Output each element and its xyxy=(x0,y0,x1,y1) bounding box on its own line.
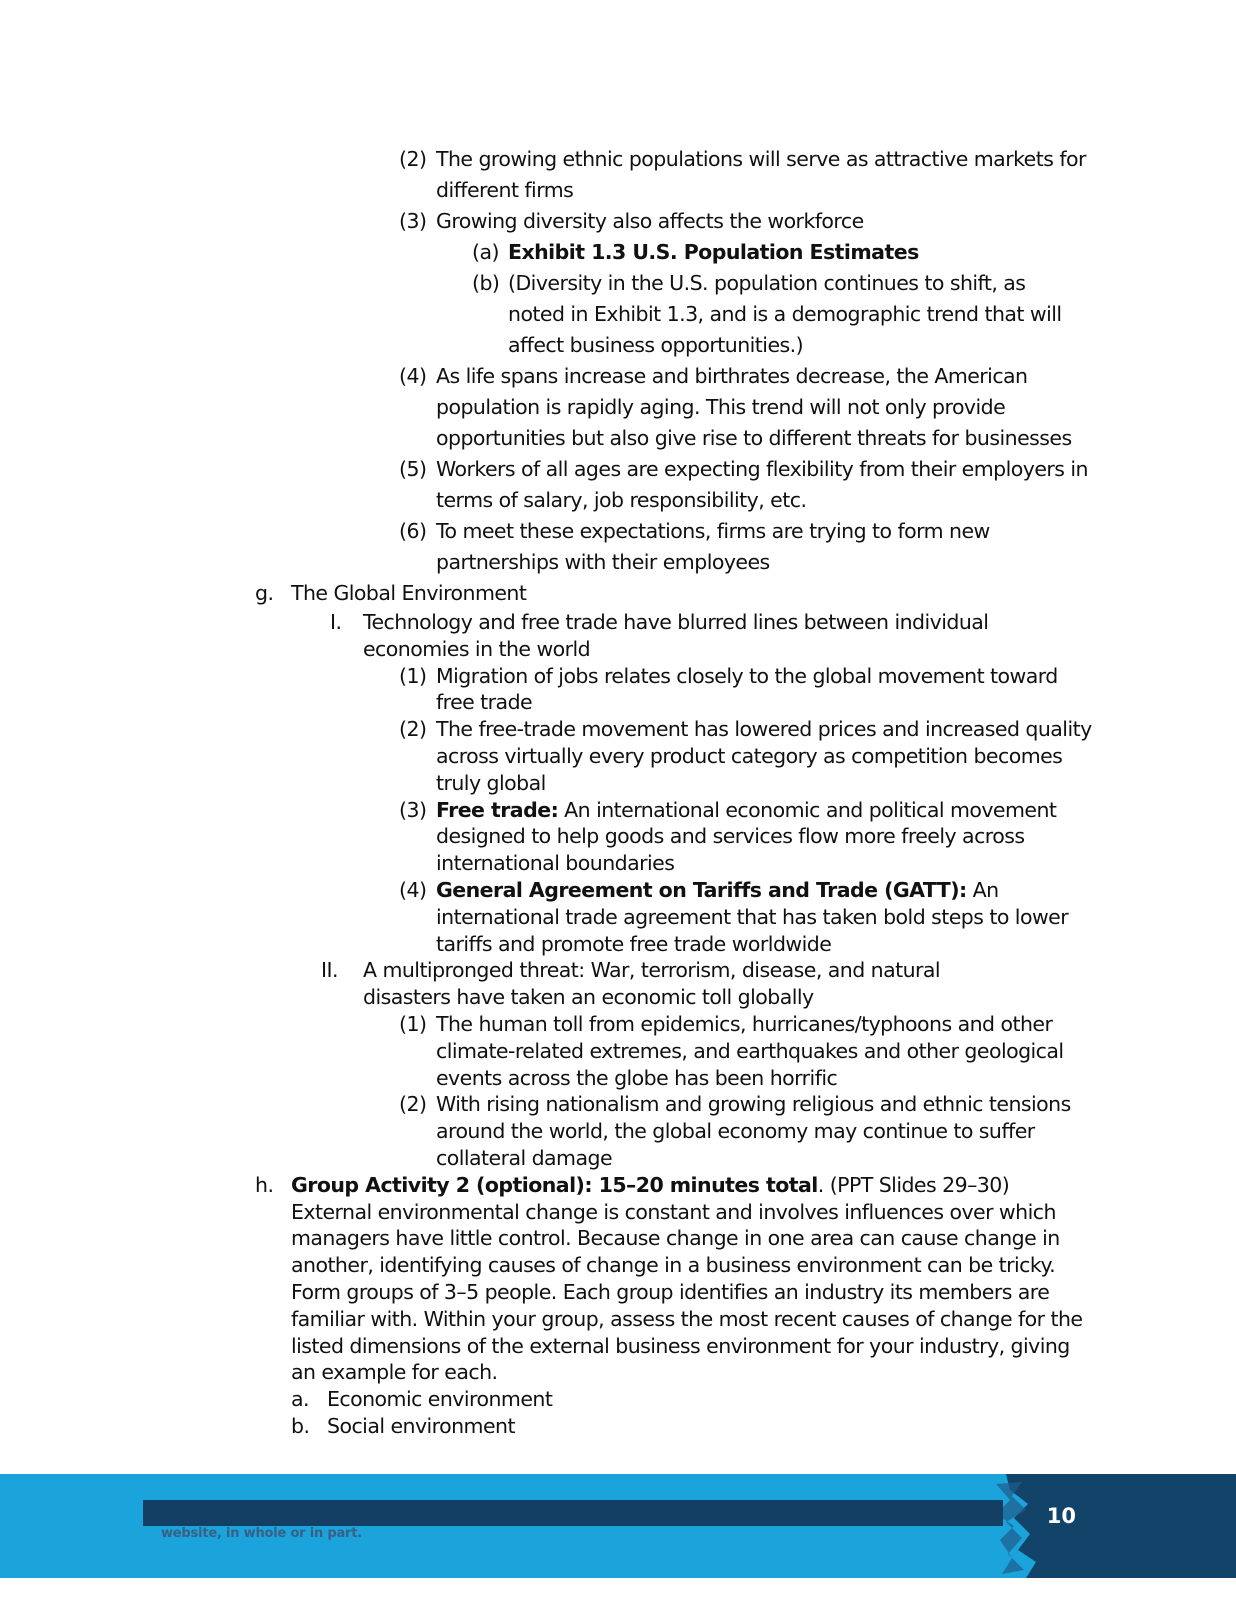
copyright-note: website, in whole or in part. xyxy=(161,1526,363,1541)
list-marker: (2) xyxy=(399,1092,427,1117)
list-text: Workers of all ages are expecting flexibility from their employers in terms of salary, job responsibility, etc. xyxy=(436,457,1088,512)
list-item xyxy=(0,1386,1027,1413)
list-item xyxy=(0,1091,1096,1171)
activity-instructions: External environmental change is constant and involves influences over which managers have little control. Because change in one area can cause change in another, identifying causes of change in a business environment can be tricky. Form groups of 3–5 people. Each group identifies an industry its members are familiar with. Within your group, assess the most recent causes of change for the listed dimensions of the external business environment for your industry, giving an example for each. xyxy=(291,1199,1083,1385)
list-text: The human toll from epidemics, hurricanes/typhoons and other climate-related extremes, and earthquakes and other geological events across the globe has been horrific xyxy=(436,1011,1064,1090)
list-item xyxy=(0,877,1096,957)
list-item xyxy=(0,716,1096,796)
list-item xyxy=(0,957,1003,1011)
list-text: The free-trade movement has lowered prices and increased quality across virtually every product category as competition becomes truly global xyxy=(436,717,1092,795)
list-item xyxy=(0,237,1078,268)
list-text: (Diversity in the U.S. population continues to shift, as noted in Exhibit 1.3, and is a demographic trend that will affect business opportunities.) xyxy=(508,271,1062,357)
list-marker: (5) xyxy=(399,457,427,481)
activity-title: Group Activity 2 (optional): 15–20 minutes total xyxy=(291,1172,818,1197)
list-text: Migration of jobs relates closely to the global movement toward free trade xyxy=(436,663,1058,715)
section-title: The Global Environment xyxy=(291,581,527,605)
list-item xyxy=(0,609,1003,663)
list-marker: (6) xyxy=(399,519,427,543)
list-marker: (2) xyxy=(399,147,427,171)
list-marker: (1) xyxy=(399,663,427,688)
document-body xyxy=(0,144,1236,1440)
footer-bar xyxy=(143,1500,1003,1526)
list-marker: (a) xyxy=(472,240,499,264)
list-text: With rising nationalism and growing religious and ethnic tensions around the world, the global economy may continue to suffer collateral damage xyxy=(436,1092,1071,1170)
list-text: To meet these expectations, firms are trying to form new partnerships with their employees xyxy=(436,519,990,574)
list-item xyxy=(0,144,1096,206)
list-marker: I. xyxy=(330,610,342,634)
list-item xyxy=(0,1413,1027,1440)
list-item xyxy=(0,663,1096,717)
list-text: The growing ethnic populations will serve as attractive markets for different firms xyxy=(436,147,1086,202)
list-item xyxy=(0,797,1096,877)
definition-text: An international economic and political movement designed to help goods and services flow more freely across international boundaries xyxy=(436,797,1057,876)
list-item xyxy=(0,361,1096,454)
list-text: Technology and free trade have blurred lines between individual economies in the world xyxy=(363,610,989,661)
list-text: Growing diversity also affects the workforce xyxy=(436,209,864,233)
list-text xyxy=(436,877,1096,957)
section-heading-global xyxy=(0,578,1091,609)
list-marker: g. xyxy=(255,581,274,605)
list-marker: (2) xyxy=(399,717,427,742)
list-marker: a. xyxy=(291,1387,309,1412)
page-footer xyxy=(0,1474,1236,1578)
exhibit-title: Exhibit 1.3 U.S. Population Estimates xyxy=(508,240,919,264)
page-number: 10 xyxy=(1046,1504,1076,1528)
activity-slides: . (PPT Slides 29–30) xyxy=(817,1172,1010,1197)
list-marker: (3) xyxy=(399,797,427,822)
list-item xyxy=(0,1011,1096,1091)
section-group-activity xyxy=(0,1172,1091,1386)
list-item xyxy=(0,268,1078,361)
list-text xyxy=(436,797,1096,877)
list-marker: (1) xyxy=(399,1011,427,1036)
term-gatt: General Agreement on Tariffs and Trade (GATT): xyxy=(436,877,967,902)
list-marker: (4) xyxy=(399,877,427,902)
list-text: A multipronged threat: War, terrorism, disease, and natural disasters have taken an economic toll globally xyxy=(363,958,941,1010)
list-text: Social environment xyxy=(327,1413,515,1438)
list-text: As life spans increase and birthrates decrease, the American population is rapidly aging. This trend will not only provide opportunities but also give rise to different threats for businesses xyxy=(436,364,1072,450)
footer-brush-shape xyxy=(966,1474,1236,1578)
list-marker: h. xyxy=(255,1172,274,1197)
list-marker: (3) xyxy=(399,209,427,233)
definition-text: An international trade agreement that has taken bold steps to lower tariffs and promote free trade worldwide xyxy=(436,877,1069,956)
list-marker: (b) xyxy=(472,271,500,295)
activity-heading xyxy=(291,1172,1091,1199)
list-marker: b. xyxy=(291,1413,310,1438)
term-free-trade: Free trade: xyxy=(436,797,559,822)
list-item xyxy=(0,516,1096,578)
list-text: Economic environment xyxy=(327,1387,553,1412)
list-item xyxy=(0,454,1096,516)
list-marker: (4) xyxy=(399,364,427,388)
list-item xyxy=(0,206,1096,237)
list-marker: II. xyxy=(321,958,338,983)
